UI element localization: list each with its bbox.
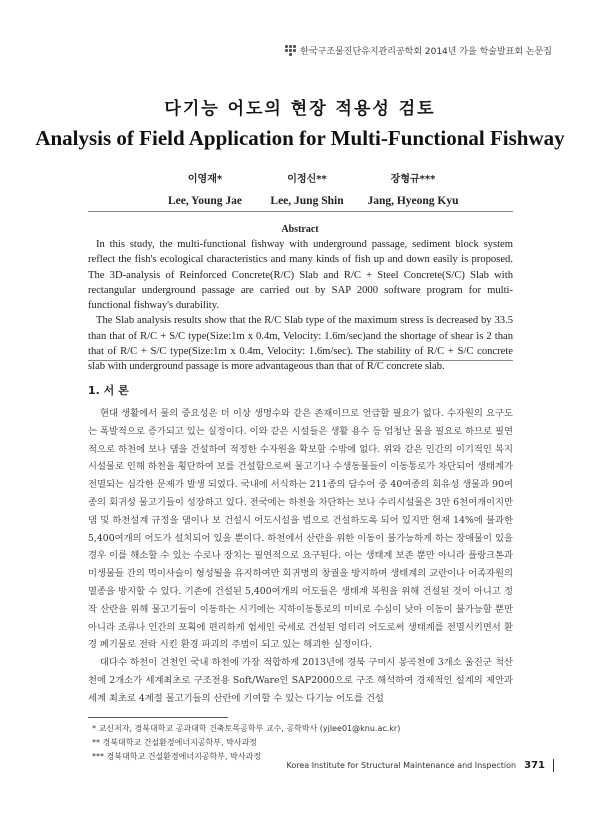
footnote: *** 경북대학교 건설환경에너지공학부, 박사과정 bbox=[92, 752, 262, 761]
conference-name: 한국구조물진단유지관리공학회 2014년 가을 학술발표회 논문집 bbox=[300, 47, 552, 57]
author-3 bbox=[358, 170, 468, 207]
body-text bbox=[88, 405, 513, 708]
society-logo-icon bbox=[285, 45, 296, 56]
abstract-bottom-rule bbox=[88, 360, 513, 361]
journal-name: Korea Institute for Structural Maintenance and Inspection bbox=[286, 761, 517, 770]
author-name-korean: 장형규*** bbox=[390, 174, 436, 185]
title-korean: 다기능 어도의 현장 적용성 검토 bbox=[164, 99, 436, 119]
page-number: 371 bbox=[524, 760, 545, 771]
author-2 bbox=[252, 170, 362, 207]
abstract-heading: Abstract bbox=[281, 224, 319, 235]
abstract-body bbox=[88, 237, 513, 375]
author-name-korean: 이정신** bbox=[287, 174, 327, 185]
body-paragraph: 현대 생활에서 물의 중요성은 더 이상 생명수와 같은 존재이므로 언급할 필요가 없다. 수자원의 요구도는 폭발적으로 증가되고 있는 실정이다. 이와 같은 시설들은 생활 용수 등 엄청난 물을 필요로 하므로 필연적으로 하천에 보나 댐을 건설하여 적정한 수자원을 확보할 수밖에 없다. 위와 같은 인간의 이기적인 복지 시설물로 인해 하천을 횡단하여 보를 건설함으로써 물고기나 수생동물들이 이동통로가 차단되어 생태계가 전멸되는 심각한 문제가 발생 되었다. 국내에 서식하는 211종의 담수어 중 40여종의 회유성 생물과 90여종의 회귀성 물고기들이 성장하고 있다. 전국에는 하천을 차단하는 보나 수리시설물은 3만 6천여개이지만 댐 및 하천설계 규정을 댐이나 보 건설시 어도시설을 법으로 건설하도록 되어 있지만 현재 14%에 불과한 5,400여개의 어도가 설치되어 있을 뿐이다. 하천에서 산란을 위한 이동이 불가능하게 하는 장애물이 있을 경우 이를 해소할 수 있는 수로나 장치는 필연적으로 요구된다. 이는 생태계 보존 뿐만 아니라 플랑크톤과 미생물들 간의 먹이사슬이 형성될을 유지하여만 회귀병의 창궐을 방지하며 생태계의 교란이나 어족자원의 멸종을 방지할 수 있다. 기존에 건설된 5,400여개의 어도들은 생태계 복원을 위해 건설된 것이 아니고 정작 산란을 위해 물고기들이 이동하는 시기에는 지하이동통로의 미비로 수심이 낮아 이동이 불가능할 뿐만아니라 조류나 인간의 포획에 편리하게 험세인 국세로 건설된 엉터리 어도로써 생태계를 전멸시키면서 환경 폐기물로 전락 시킨 환경 파괴의 주범이 되고 있는 해괴한 실정이다. bbox=[88, 408, 513, 651]
section-heading: 1. 서 론 bbox=[88, 384, 129, 397]
body-paragraph: 대다수 하천이 건천인 국내 하천에 가장 적합하게 2013년에 경북 구미시 봉곡천에 3개소 울진군 척산천에 2개소가 세계최초로 구조전용 Soft/Ware인 SAP2000으로 구조 해석하여 경제적인 설계의 제안과 세계 최초로 4계절 물고기들의 산란에 기여할 수 있는 다기능 어도를 건설 bbox=[88, 657, 513, 704]
abstract-paragraph: In this study, the multi-functional fishway with underground passage, sediment block system reflect the fish's ecological characteristics and many kinds of fish up and down easily is proposed. The 3D-analysis of Reinforced Concrete(R/C) Slab and R/C + Steel Concrete(S/C) Slab with rectangular underground passage are carried out by SAP 2000 software program for multi-functional fishway's durability. bbox=[88, 239, 513, 312]
author-name-english: Lee, Young Jae bbox=[167, 195, 242, 207]
abstract-paragraph: The Slab analysis results show that the R/C Slab type of the maximum stress is decreased by 33.5 than that of R/C + S/C type(Size:1m x 0.4m, Velocity: 1.6m/sec)and the shortage of shear is 2 than that of R/C + S/C type(Size:1m x 0.4m, Velocity: 1.6m/sec). The stability of R/C + S/C concrete slab with underground passage is more advantageous than that of R/C concrete slab. bbox=[88, 315, 513, 373]
author-name-korean: 이영재* bbox=[187, 174, 223, 185]
abstract-top-rule bbox=[88, 211, 513, 212]
footer-divider bbox=[553, 759, 554, 772]
page-footer bbox=[286, 759, 554, 772]
footnote: ** 경북대학교 건설환경에너지공학부, 박사과정 bbox=[92, 738, 258, 747]
author-name-english: Lee, Jung Shin bbox=[270, 195, 344, 207]
author-1 bbox=[150, 170, 260, 207]
title-english: Analysis of Field Application for Multi-Functional Fishway bbox=[35, 126, 565, 150]
author-name-english: Jang, Hyeong Kyu bbox=[367, 195, 459, 207]
footnote-rule bbox=[88, 717, 228, 718]
running-header bbox=[285, 44, 552, 57]
footnote: * 교신저자, 경북대학교 공과대학 건축토목공학부 교수, 공학박사 (yjlee01@knu.ac.kr) bbox=[92, 724, 401, 733]
